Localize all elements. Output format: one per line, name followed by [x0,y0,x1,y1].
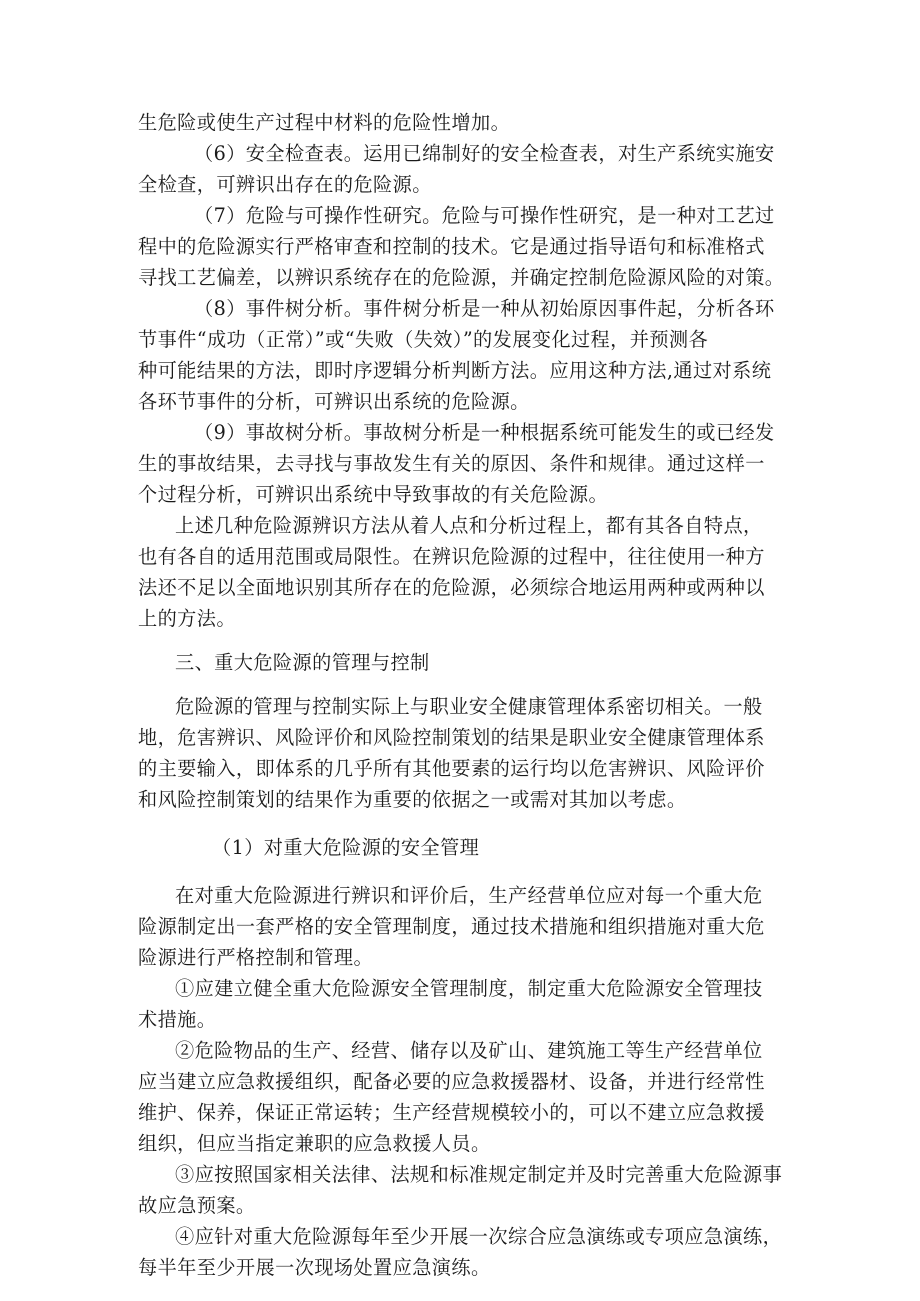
text-line: ④应针对重大危险源每年至少开展一次综合应急演练或专项应急演练， [175,1225,783,1248]
text-line: 程中的危险源实行严格审查和控制的技术。它是通过指导语句和标准格式 [138,235,765,258]
text-line: 险源进行严格控制和管理。 [138,946,374,969]
text-line: 个过程分析，可辨识出系统中导致事故的有关危险源。 [138,483,609,506]
section-heading: 三、重大危险源的管理与控制 [175,651,430,674]
text-line: （8）事件树分析。事件树分析是一种从初始原因事件起，分析各环 [194,297,775,320]
text-line: 每半年至少开展一次现场处置应急演练。 [138,1256,491,1279]
text-line: ②危险物品的生产、经营、储存以及矿山、建筑施工等生产经营单位 [175,1039,763,1062]
text-line: 术措施。 [138,1008,217,1031]
text-line: 生危险或使生产过程中材料的危险性增加。 [138,111,511,134]
text-line: 全检查，可辨识出存在的危险源。 [138,173,432,196]
text-line: 应当建立应急救援组织，配备必要的应急救援器材、设备，并进行经常性 [138,1070,765,1093]
text-line: 维护、保养，保证正常运转；生产经营规模较小的，可以不建立应急救援 [138,1101,765,1124]
text-line: 法还不足以全面地识别其所存在的危险源，必须综合地运用两种或两种以 [138,576,765,599]
text-line: 在对重大危险源进行辨识和评价后，生产经营单位应对每一个重大危 [175,884,763,907]
text-line: 险源制定出一套严格的安全管理制度，通过技术措施和组织措施对重大危 [138,915,765,938]
text-line: 的主要输入，即体系的几乎所有其他要素的运行均以危害辨识、风险评价 [138,757,765,780]
text-line: （9）事故树分析。事故树分析是一种根据系统可能发生的或已经发 [194,421,775,444]
text-line: （7）危险与可操作性研究。危险与可操作性研究，是一种对工艺过 [194,204,775,227]
document-page [138,107,798,1283]
text-line: 地，危害辨识、风险评价和风险控制策划的结果是职业安全健康管理体系 [138,726,765,749]
text-line: （6）安全检查表。运用已绵制好的安全检查表，对生产系统实施安 [194,142,775,165]
text-line: 节事件“成功（正常）”或“失败（失效）”的发展变化过程，并预测各 [138,328,709,351]
subsection-heading: （1）对重大危险源的安全管理 [212,836,480,859]
text-line: 也有各自的适用范围或局限性。在辨识危险源的过程中，往往使用一种方 [138,545,765,568]
text-line: 上的方法。 [138,607,236,630]
text-line: 组织，但应当指定兼职的应急救援人员。 [138,1132,491,1155]
text-line: ③应按照国家相关法律、法规和标准规定制定并及时完善重大危险源事 [175,1163,783,1186]
text-line: 和风险控制策划的结果作为重要的依据之一或需对其加以考虑。 [138,788,687,811]
text-line: 生的事故结果，去寻找与事故发生有关的原因、条件和规律。通过这样一 [138,452,765,475]
text-line: 上述几种危险源辨识方法从着人点和分析过程上，都有其各自特点， [175,514,763,537]
text-line: 故应急预案。 [138,1194,256,1217]
text-line: ①应建立健全重大危险源安全管理制度，制定重大危险源安全管理技 [175,977,763,1000]
text-line: 种可能结果的方法，即时序逻辑分析判断方法。应用这种方法,通过对系统 [138,359,772,382]
text-line: 各环节事件的分析，可辨识出系统的危险源。 [138,390,530,413]
text-line: 寻找工艺偏差，以辨识系统存在的危险源，并确定控制危险源风险的对策。 [138,266,785,289]
text-line: 危险源的管理与控制实际上与职业安全健康管理体系密切相关。一般 [175,695,763,718]
